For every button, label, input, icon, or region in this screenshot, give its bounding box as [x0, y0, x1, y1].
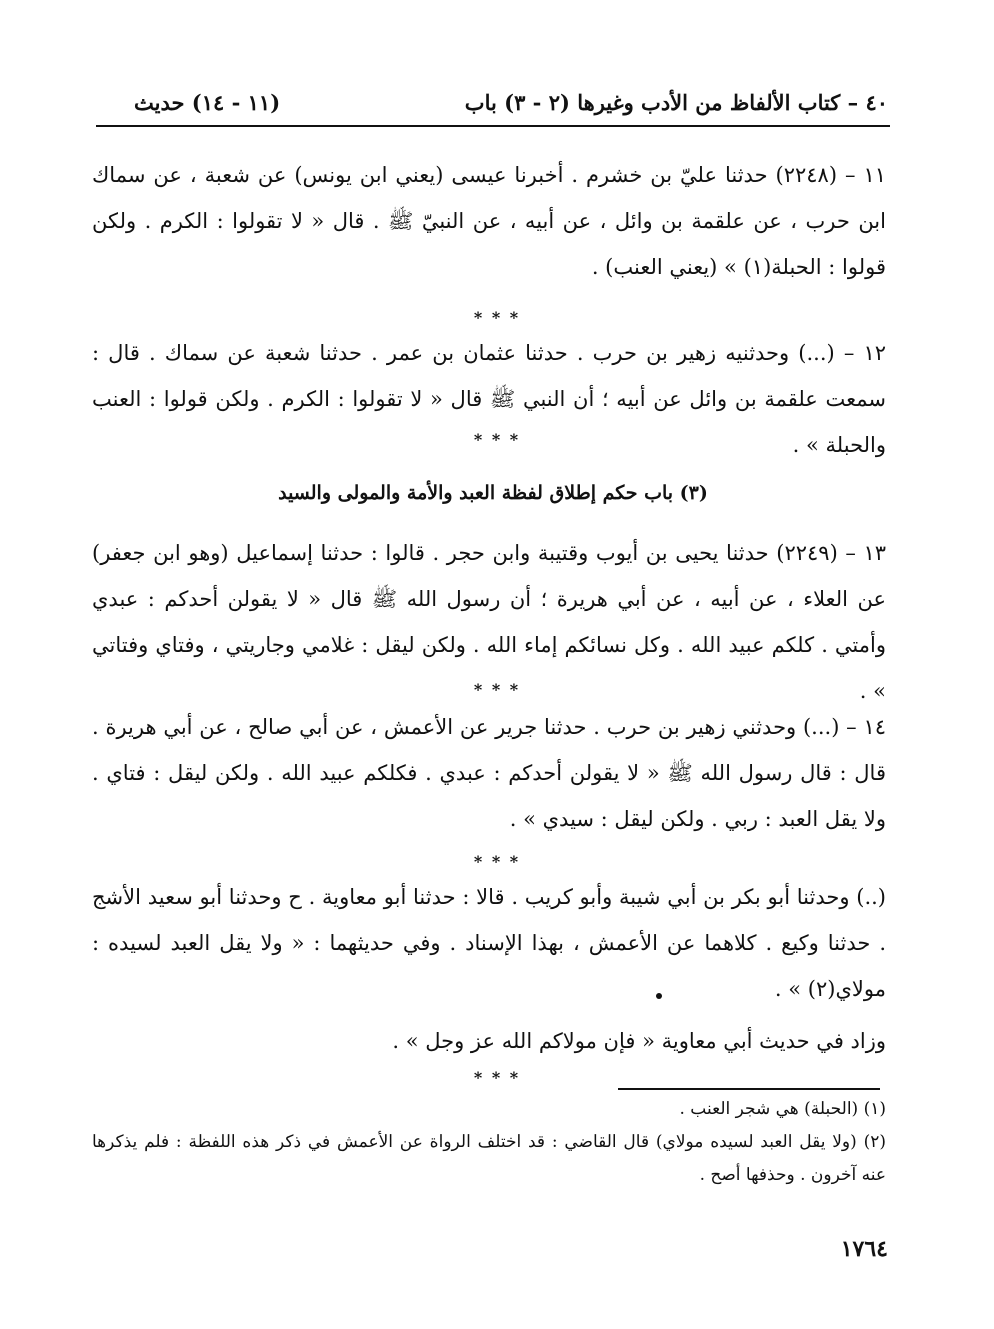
hadith-14-paragraph: ١٤ – (...) وحدثني زهير بن حرب . حدثنا جرير عن الأعمش ، عن أبي صالح ، عن أبي هريرة . قال : قال رسول الله ﷺ « لا يقولن أحدكم : عبدي . فكلكم عبيد الله . ولكن ليقل : فتاي . ولا يقل العبد : ربي . ولكن ليقل : سيدي » .: [92, 715, 886, 831]
section-separator: * * *: [473, 680, 521, 699]
page-number: ١٧٦٤: [840, 1236, 888, 1262]
section-separator: * * *: [473, 308, 521, 327]
ink-speck: [656, 993, 662, 999]
footnote-2: (٢) (ولا يقل العبد لسيده مولاي) قال القاضي : قد اختلف الرواة عن الأعمش في ذكر هذه اللفظة : فلم يذكرها عنه آخرون . وحذفها أصح .: [92, 1132, 886, 1185]
chapter-heading: (٣) باب حكم إطلاق لفظة العبد والأمة والمولى والسيد: [278, 482, 708, 504]
hadith-14-addition-paragraph: وزاد في حديث أبي معاوية « فإن مولاكم الله عز وجل » .: [392, 1029, 886, 1053]
section-separator: * * *: [473, 852, 521, 871]
hadith-11-paragraph: ١١ – (٢٢٤٨) حدثنا عليّ بن خشرم . أخبرنا عيسى (يعني ابن يونس) عن شعبة ، عن سماك ابن حرب ، عن علقمة بن وائل ، عن أبيه ، عن النبيّ ﷺ . قال « لا تقولوا : الكرم . ولكن قولوا : الحبلة(١) » (يعني العنب) .: [92, 163, 887, 279]
hadith-13-paragraph: ١٣ – (٢٢٤٩) حدثنا يحيى بن أيوب وقتيبة وابن حجر . قالوا : حدثنا إسماعيل (وهو ابن جعفر) عن العلاء ، عن أبيه ، عن أبي هريرة ؛ أن رسول الله ﷺ قال « لا يقولن أحدكم : عبدي وأمتي . كلكم عبيد الله . وكل نسائكم إماء الله . ولكن ليقل : غلامي وجاريتي ، وفتاي وفتاتي » .: [92, 541, 887, 703]
hadith-14-chain-paragraph: (..) وحدثنا أبو بكر بن أبي شيبة وأبو كريب . قالا : حدثنا أبو معاوية . ح وحدثنا أبو سعيد الأشج . حدثنا وكيع . كلاهما عن الأعمش ، بهذا الإسناد . وفي حديثهما : « ولا يقل العبد لسيده : مولاي(٢) » .: [92, 885, 886, 1001]
footnote-1: (١) (الحبلة) هي شجر العنب .: [679, 1099, 886, 1119]
header-divider: [96, 125, 890, 127]
hadith-12-paragraph: ١٢ – (...) وحدثنيه زهير بن حرب . حدثنا عثمان بن عمر . حدثنا شعبة عن سماك . قال : سمعت علقمة بن وائل عن أبيه ؛ أن النبي ﷺ قال « لا تقولوا : الكرم . ولكن قولوا : العنب والحبلة » .: [92, 341, 886, 457]
footnotes: [92, 1093, 886, 1192]
section-separator: * * *: [473, 1068, 521, 1087]
footnote-divider: [618, 1088, 880, 1090]
header-hadith-range: (١١ - ١٤) حديث: [134, 90, 281, 115]
section-separator: * * *: [473, 430, 521, 449]
header-chapter-title: ٤٠ – كتاب الألفاظ من الأدب وغيرها (٢ - ٣) باب: [464, 90, 888, 115]
running-header: [96, 88, 896, 124]
